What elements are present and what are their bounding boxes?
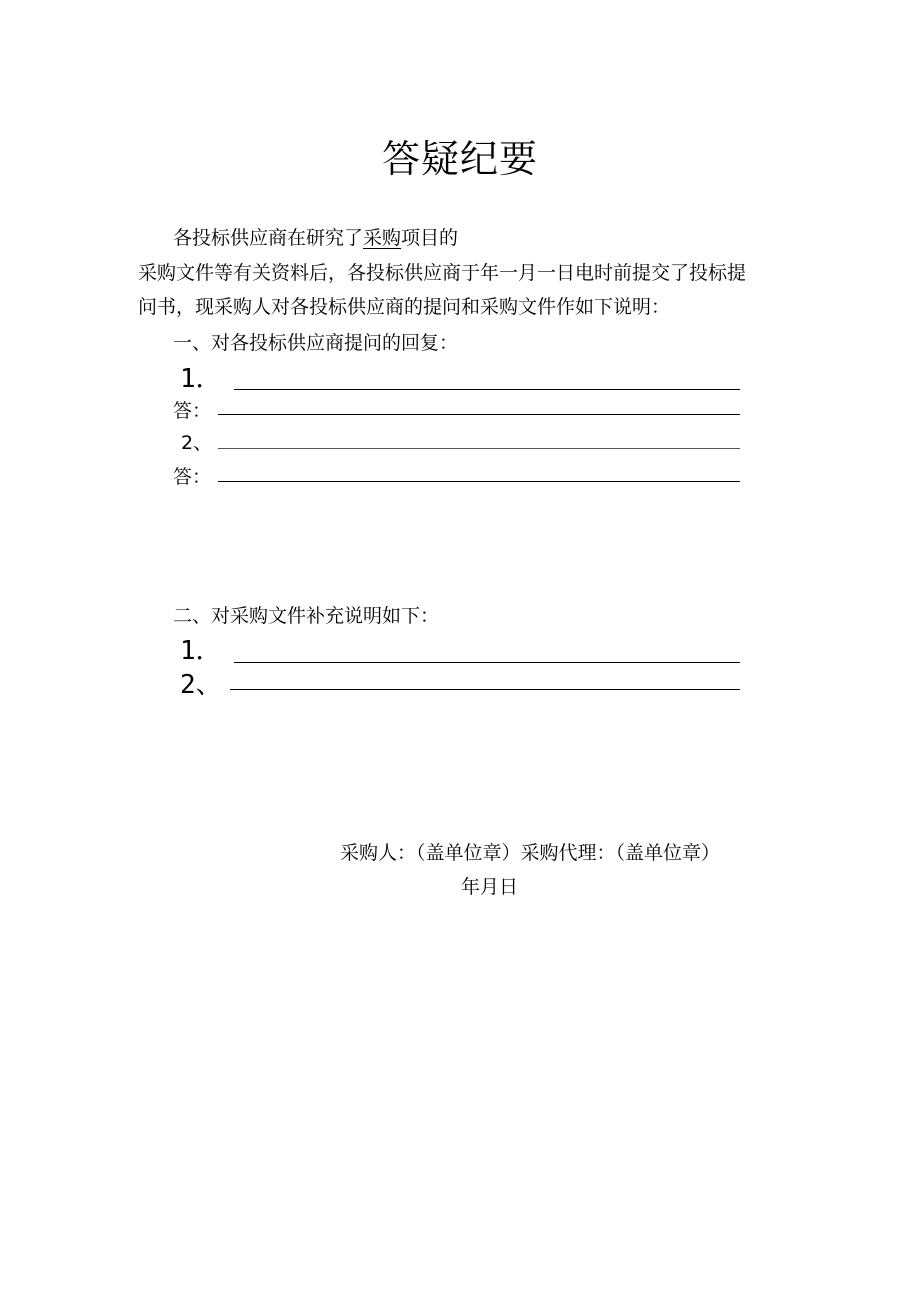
section-1-item-1-number: 1．	[180, 364, 222, 394]
section-1-item-2-number: 2、	[181, 432, 213, 454]
section-1-item-2-answer-blank	[218, 481, 740, 482]
intro-line-1-suffix: 项目的	[401, 227, 459, 249]
section-1-heading: 一、对各投标供应商提问的回复：	[173, 332, 459, 354]
section-2-item-1-number: 1．	[180, 636, 222, 666]
section-2-item-1-blank	[234, 662, 740, 663]
intro-line-1-underlined: 采购	[363, 227, 402, 249]
section-1-item-1-answer-blank	[218, 414, 740, 415]
intro-line-1-prefix: 各投标供应商在研究了	[173, 227, 364, 249]
signature-line: 采购人：（盖单位章）采购代理：（盖单位章）	[340, 842, 721, 864]
intro-line-3: 问书，现采购人对各投标供应商的提问和采购文件作如下说明：	[138, 296, 671, 318]
section-2-item-2-number: 2、	[180, 670, 222, 700]
signature-date: 年月日	[461, 876, 519, 898]
section-2-heading: 二、对采购文件补充说明如下：	[173, 605, 440, 627]
section-1-item-1-question-blank	[234, 389, 740, 390]
section-1-item-2-answer-label: 答：	[173, 466, 212, 488]
section-2-item-2-blank	[230, 689, 740, 690]
section-1-item-2-question-blank	[218, 448, 740, 449]
intro-line-1	[173, 223, 458, 250]
section-1-item-1-answer-label: 答：	[173, 400, 212, 422]
intro-line-2: 采购文件等有关资料后，各投标供应商于年一月一日电时前提交了投标提	[138, 262, 747, 284]
document-title: 答疑纪要	[381, 137, 538, 181]
